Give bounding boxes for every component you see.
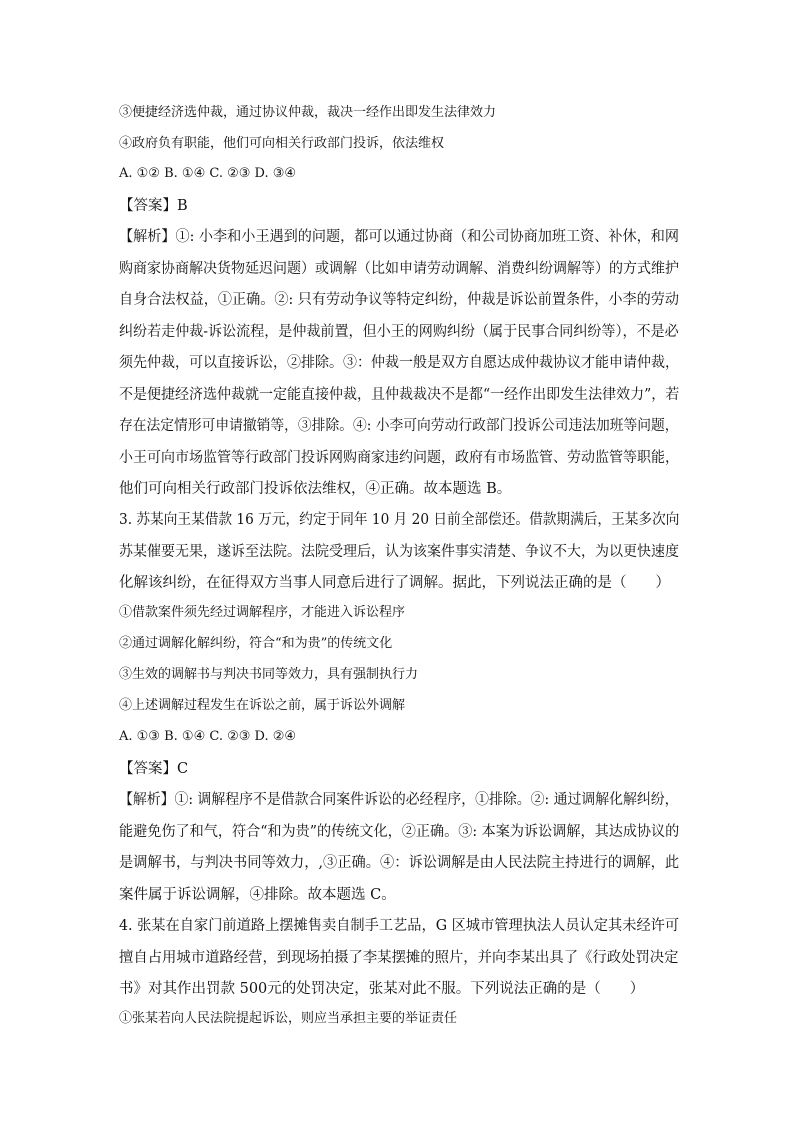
option-line: ④政府负有职能，他们可向相关行政部门投诉，依法维权 xyxy=(119,136,445,151)
question-line: 化解该纠纷，在征得双方当事人同意后进行了调解。据此，下列说法正确的是（ ） xyxy=(119,575,670,591)
choices-line: A. ①② B. ①④ C. ②③ D. ③④ xyxy=(119,166,297,181)
analysis-line: 不是便捷经济选仲裁就一定能直接仲裁，且仲裁裁决不是都“一经作出即发生法律效力”，若 xyxy=(119,387,680,403)
analysis-line: 他们可向相关行政部门投诉依法维权，④正确。故本题选 B。 xyxy=(119,481,512,497)
question-line: 擅自占用城市道路经营，到现场拍摄了李某摆摊的照片，并向李某出具了《行政处罚决定 xyxy=(119,950,679,966)
option-line: ④上述调解过程发生在诉讼之前，属于诉讼外调解 xyxy=(119,698,406,713)
option-line: ③生效的调解书与判决书同等效力，具有强制执行力 xyxy=(119,667,419,682)
option-line: ②通过调解化解纠纷，符合“和为贵”的传统文化 xyxy=(119,636,393,651)
analysis-line: 纠纷若走仲裁-诉讼流程，是仲裁前置，但小王的网购纠纷（属于民事合同纠纷等），不是必 xyxy=(119,324,679,340)
question-line: 书》对其作出罚款 500元的处罚决定，张某对此不服。下列说法正确的是（ ） xyxy=(119,981,645,997)
analysis-line: 能避免伤了和气，符合“和为贵”的传统文化，②正确。③: 本案为诉讼调解，其达成协议的 xyxy=(119,824,680,840)
analysis-line: 购商家协商解决货物延迟问题）或调解（比如申请劳动调解、消费纠纷调解等）的方式维护 xyxy=(119,261,679,277)
answer-label: 【答案】B xyxy=(119,198,188,214)
answer-label: 【答案】C xyxy=(119,761,189,777)
option-line: ①张某若向人民法院提起诉讼，则应当承担主要的举证责任 xyxy=(119,1011,458,1026)
analysis-line: 【解析】①: 小李和小王遇到的问题，都可以通过协商（和公司协商加班工资、补休，和网 xyxy=(119,229,679,245)
analysis-line: 案件属于诉讼调解，④排除。故本题选 C。 xyxy=(119,887,396,903)
analysis-line: 是调解书，与判决书同等效力，,③正确。④：诉讼调解是由人民法院主持进行的调解，此 xyxy=(119,855,680,871)
analysis-line: 存在法定情形可申请撤销等，③排除。④: 小李可向劳动行政部门投诉公司违法加班等问题， xyxy=(119,418,679,434)
option-line: ①借款案件须先经过调解程序，才能进入诉讼程序 xyxy=(119,605,406,620)
choices-line: A. ①③ B. ①④ C. ②③ D. ②④ xyxy=(119,729,297,744)
analysis-line: 须先仲裁，可以直接诉讼，②排除。③：仲裁一般是双方自愿达成仲裁协议才能申请仲裁， xyxy=(119,355,679,371)
analysis-line: 小王可向市场监管等行政部门投诉网购商家违约问题，政府有市场监管、劳动监管等职能， xyxy=(119,450,679,466)
question-line: 3. 苏某向王某借款 16 万元，约定于同年 10 月 20 日前全部偿还。借款期满后，王某多次向 xyxy=(119,512,680,528)
option-line: ③便捷经济选仲裁，通过协议仲裁，裁决一经作出即发生法律效力 xyxy=(119,105,497,120)
question-line: 苏某催要无果，遂诉至法院。法院受理后，认为该案件事实清楚、争议不大，为以更快速度 xyxy=(119,544,679,560)
question-line: 4. 张某在自家门前道路上摆摊售卖自制手工艺品，G 区城市管理执法人员认定其未经许可 xyxy=(119,918,680,934)
analysis-line: 自身合法权益，①正确。②: 只有劳动争议等特定纠纷，仲裁是诉讼前置条件，小李的劳动 xyxy=(119,292,679,308)
analysis-line: 【解析】①: 调解程序不是借款合同案件诉讼的必经程序，①排除。②: 通过调解化解纠纷， xyxy=(119,792,679,808)
